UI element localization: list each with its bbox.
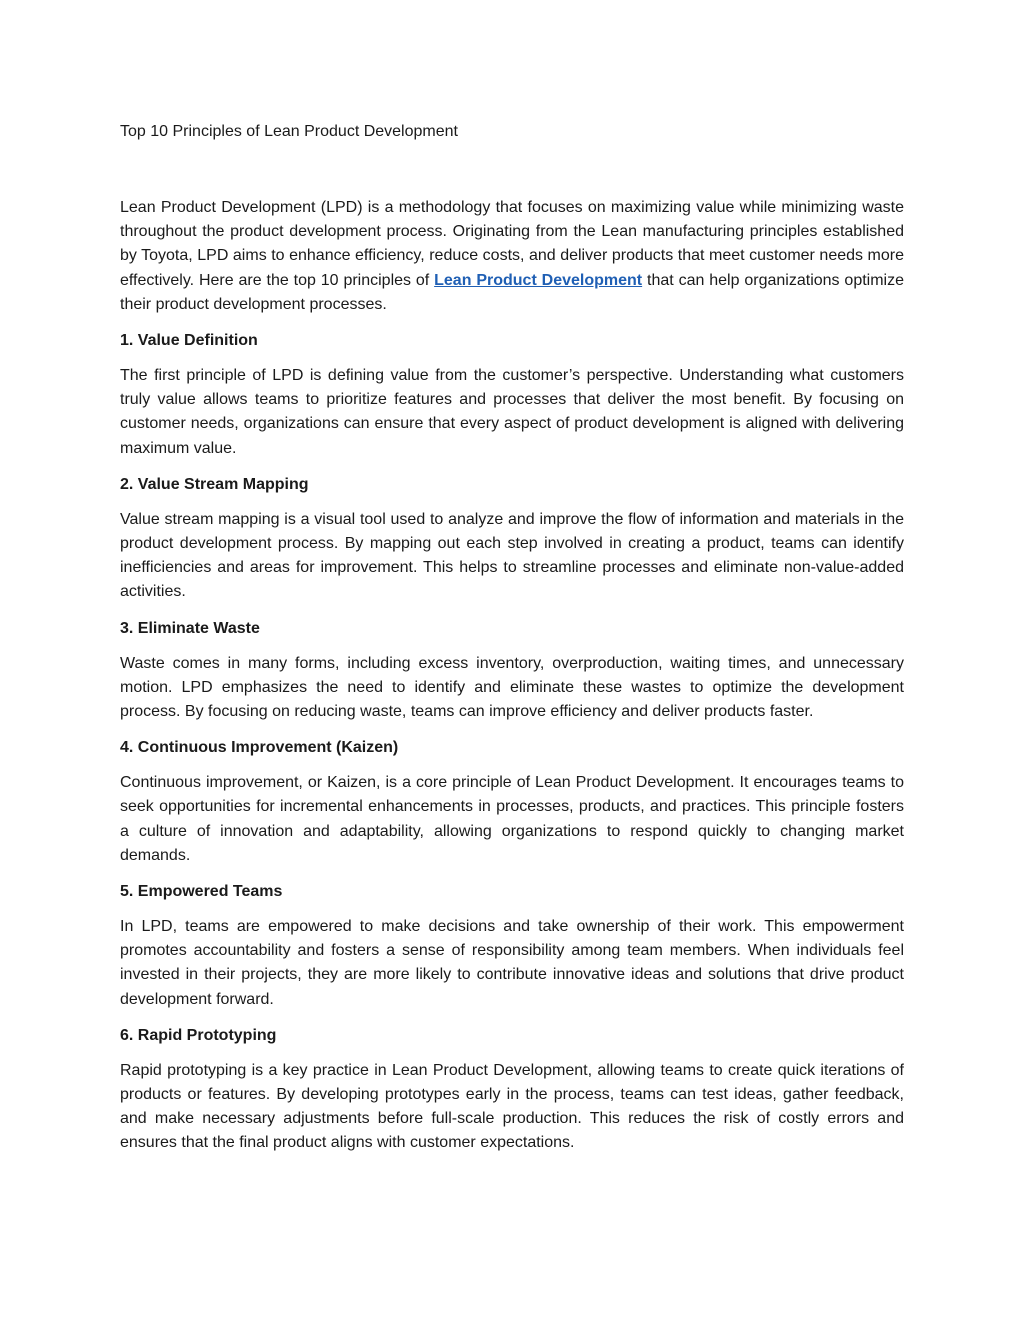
section-heading: 3. Eliminate Waste — [120, 619, 260, 637]
section-body: The first principle of LPD is defining value from the customer’s perspective. Understanding what customers truly value allows teams to prioritize features and processes that deliver the most benefit. By focusing on customer needs, organizations can ensure that every aspect of product development is aligned with delivering maximum value. — [120, 367, 904, 457]
section-rapid-prototyping — [120, 1025, 904, 1156]
document-page — [120, 121, 904, 1156]
section-body: Waste comes in many forms, including excess inventory, overproduction, waiting times, and unnecessary motion. LPD emphasizes the need to identify and eliminate these wastes to optimize the development process. By focusing on reducing waste, teams can improve efficiency and deliver products faster. — [120, 654, 904, 721]
document-title: Top 10 Principles of Lean Product Development — [120, 123, 458, 140]
intro-paragraph — [120, 196, 904, 317]
section-body: Value stream mapping is a visual tool used to analyze and improve the flow of information and materials in the product development process. By mapping out each step involved in creating a product, teams can identify inefficiencies and areas for improvement. This helps to streamline processes and eliminate non-value-added activities. — [120, 510, 904, 601]
section-eliminate-waste — [120, 618, 904, 725]
section-body: Rapid prototyping is a key practice in Lean Product Development, allowing teams to create quick iterations of products or features. By developing prototypes early in the process, teams can test ideas, gather feedback, and make necessary adjustments before full-scale production. This reduces the risk of costly errors and ensures that the final product aligns with customer expectations. — [120, 1061, 904, 1152]
section-value-stream-mapping — [120, 474, 904, 605]
section-value-definition — [120, 330, 904, 461]
section-heading: 4. Continuous Improvement (Kaizen) — [120, 739, 399, 757]
section-heading: 6. Rapid Prototyping — [120, 1026, 277, 1044]
section-empowered-teams — [120, 881, 904, 1012]
section-continuous-improvement — [120, 737, 904, 868]
intro-section — [120, 196, 904, 317]
section-heading: 2. Value Stream Mapping — [120, 475, 309, 493]
section-body: In LPD, teams are empowered to make decisions and take ownership of their work. This empowerment promotes accountability and fosters a sense of responsibility among team members. When individuals feel invested in their projects, they are more likely to contribute innovative ideas and solutions that drive product development forward. — [120, 918, 904, 1008]
intro-text-after-link: that can help organizations optimize their product development processes. — [120, 271, 904, 313]
section-heading: 5. Empowered Teams — [120, 883, 283, 901]
section-body: Continuous improvement, or Kaizen, is a core principle of Lean Product Development. It encourages teams to seek opportunities for incremental enhancements in processes, products, and practices. This principle fosters a culture of innovation and adaptability, allowing organizations to respond quickly to changing market demands. — [120, 774, 904, 864]
section-heading: 1. Value Definition — [120, 332, 258, 350]
intro-text-before-link: Lean Product Development (LPD) is a methodology that focuses on maximizing value while minimizing waste throughout the product development process. Originating from the Lean manufacturing principles established by Toyota, LPD aims to enhance efficiency, reduce costs, and deliver products that meet customer needs more effectively. Here are the top 10 principles of — [120, 199, 904, 289]
lean-product-development-link[interactable]: Lean Product Development — [434, 271, 643, 289]
